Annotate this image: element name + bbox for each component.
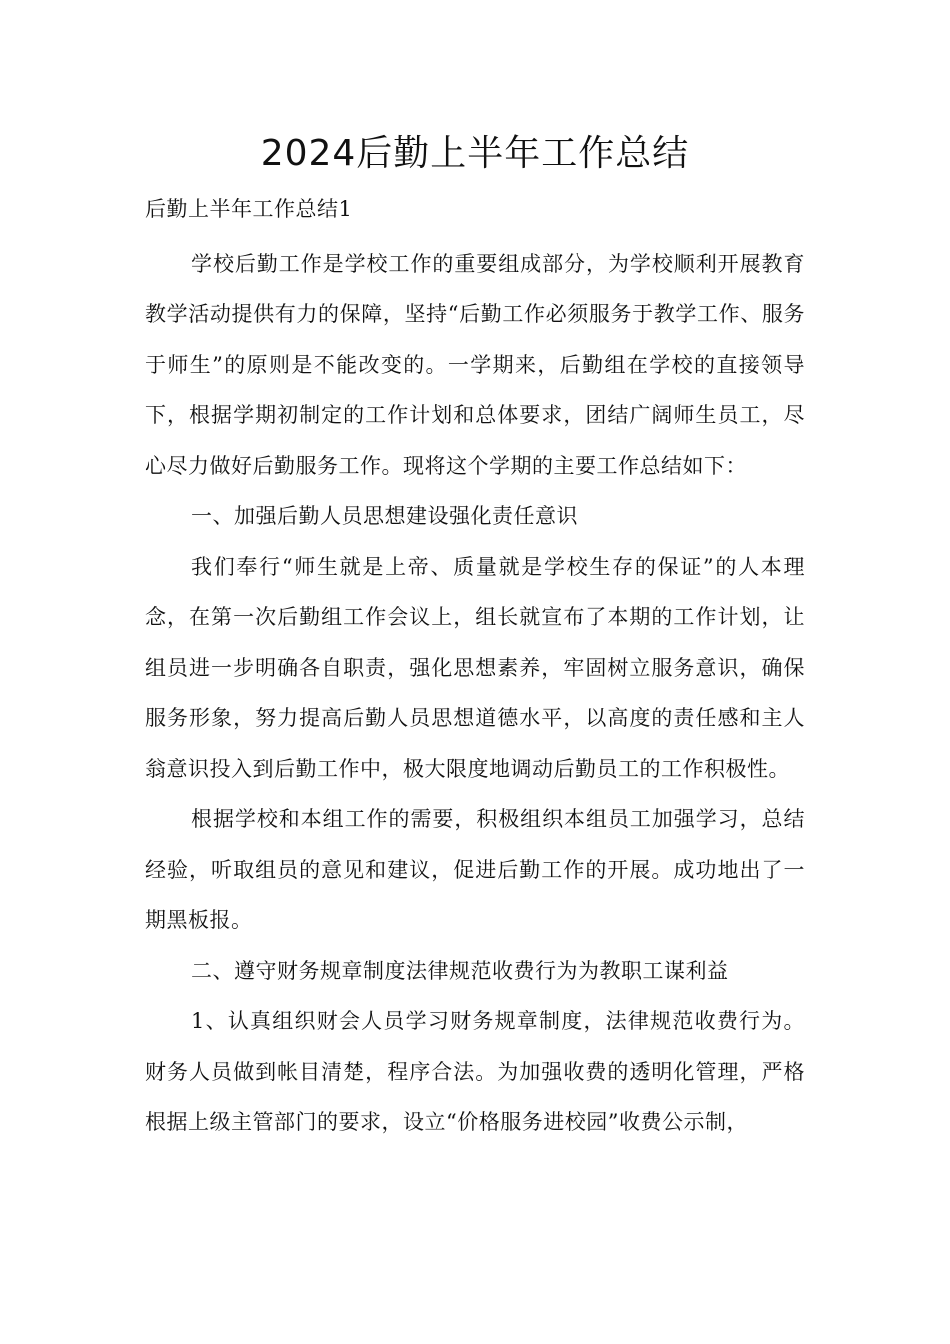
- document-title: 2024后勤上半年工作总结: [260, 133, 690, 174]
- section-subtitle: 后勤上半年工作总结1: [145, 197, 353, 221]
- section-heading-2: 二、遵守财务规章制度法律规范收费行为为教职工谋利益: [191, 958, 729, 983]
- section-heading-1: 一、加强后勤人员思想建设强化责任意识: [191, 504, 578, 528]
- paragraph-intro: 学校后勤工作是学校工作的重要组成部分，为学校顺利开展教育教学活动提供有力的保障，坚持“后勤工作必须服务于教学工作、服务于师生”的原则是不能改变的。一学期来，后勤组在学校的直接领导下，根据学期初制定的工作计划和总体要求，团结广阔师生员工，尽心尽力做好后勤服务工作。现将这个学期的主要工作总结如下：: [145, 251, 805, 478]
- paragraph-1: 我们奉行“师生就是上帝、质量就是学校生存的保证”的人本理念，在第一次后勤组工作会议上，组长就宣布了本期的工作计划，让组员进一步明确各自职责，强化思想素养，牢固树立服务意识，确保服务形象，努力提高后勤人员思想道德水平，以高度的责任感和主人翁意识投入到后勤工作中，极大限度地调动后勤员工的工作积极性。: [145, 554, 805, 781]
- paragraph-2: 根据学校和本组工作的需要，积极组织本组员工加强学习，总结经验，听取组员的意见和建议，促进后勤工作的开展。成功地出了一期黑板报。: [145, 807, 805, 932]
- paragraph-3: 1、认真组织财会人员学习财务规章制度，法律规范收费行为。财务人员做到帐目清楚，程序合法。为加强收费的透明化管理，严格根据上级主管部门的要求，设立“价格服务进校园”收费公示制，: [145, 1009, 805, 1134]
- document-body: [145, 184, 805, 1148]
